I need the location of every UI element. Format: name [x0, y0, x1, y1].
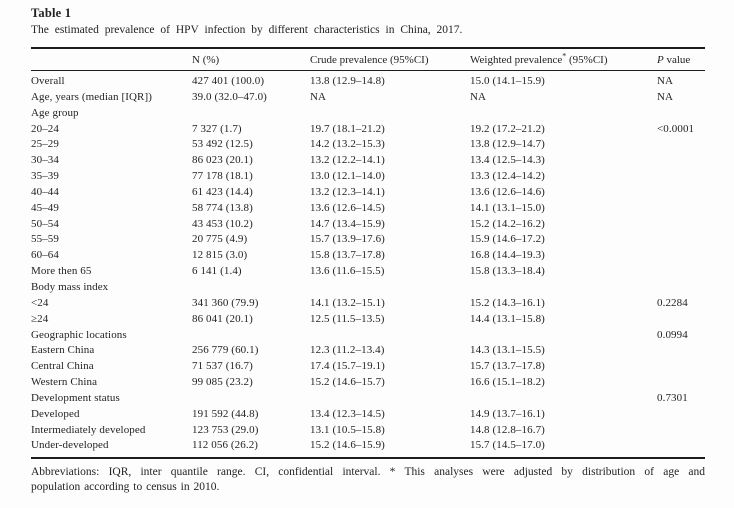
weighted-prevalence-cell: NA — [470, 90, 487, 103]
table-row — [31, 106, 705, 122]
table-row — [31, 217, 705, 233]
row-label-cell: More then 65 — [31, 265, 92, 278]
crude-prevalence-cell: 17.4 (15.7–19.1) — [310, 360, 385, 373]
n-percent-cell: 71 537 (16.7) — [192, 360, 253, 373]
weighted-prevalence-cell — [470, 280, 657, 296]
row-label-cell: Development status — [31, 391, 120, 404]
n-percent-cell: 256 779 (60.1) — [192, 344, 259, 357]
p-value-cell: 0.7301 — [657, 391, 688, 404]
weighted-prevalence-cell: 15.7 (14.5–17.0) — [470, 439, 545, 452]
table-footnote — [31, 465, 705, 495]
weighted-prevalence-cell: 13.3 (12.4–14.2) — [470, 170, 545, 183]
weighted-prevalence-cell: 14.9 (13.7–16.1) — [470, 407, 545, 420]
p-value-cell — [657, 106, 705, 122]
weighted-prevalence-cell: 13.8 (12.9–14.7) — [470, 138, 545, 151]
p-value-cell — [657, 217, 705, 233]
weighted-prevalence-cell: 16.6 (15.1–18.2) — [470, 376, 545, 389]
p-value-header-italic-p: P — [657, 54, 664, 66]
n-percent-cell — [192, 280, 310, 296]
table-row — [31, 153, 705, 169]
table-row — [31, 232, 705, 248]
table-row — [31, 280, 705, 296]
n-percent-cell: 86 023 (20.1) — [192, 154, 253, 167]
table-row — [31, 137, 705, 153]
p-value-cell — [657, 248, 705, 264]
table-row — [31, 201, 705, 217]
footnote-line-2: population according to census in 2010. — [31, 481, 220, 494]
n-percent-cell: 20 775 (4.9) — [192, 233, 248, 246]
p-value-cell: 0.0994 — [657, 328, 688, 341]
n-percent-cell: 191 592 (44.8) — [192, 407, 259, 420]
table-row — [31, 248, 705, 264]
column-header-crude-prevalence: Crude prevalence (95%CI) — [310, 54, 429, 66]
weighted-prevalence-cell: 15.7 (13.7–17.8) — [470, 360, 545, 373]
crude-prevalence-cell — [310, 391, 470, 407]
row-label-cell: 25–29 — [31, 138, 59, 151]
p-value-cell — [657, 375, 705, 391]
footnote-line-1: Abbreviations: IQR, inter quantile range. CI, confidential interval. * This analyses were adjusted by distribution of age and — [31, 466, 705, 479]
weighted-prevalence-cell: 15.2 (14.3–16.1) — [470, 296, 545, 309]
weighted-prevalence-cell: 13.4 (12.5–14.3) — [470, 154, 545, 167]
weighted-prevalence-cell: 16.8 (14.4–19.3) — [470, 249, 545, 262]
crude-prevalence-cell: 14.7 (13.4–15.9) — [310, 217, 385, 230]
weighted-prevalence-cell: 14.4 (13.1–15.8) — [470, 312, 545, 325]
p-value-cell — [657, 169, 705, 185]
row-label-cell: Body mass index — [31, 280, 109, 293]
row-label-cell: Western China — [31, 376, 98, 389]
weighted-prevalence-cell — [470, 106, 657, 122]
weighted-prevalence-cell — [470, 328, 657, 344]
row-label-cell: Central China — [31, 360, 94, 373]
column-header-p-value — [657, 48, 705, 71]
p-value-cell: 0.2284 — [657, 296, 688, 309]
n-percent-cell: 77 178 (18.1) — [192, 170, 253, 183]
table-row — [31, 359, 705, 375]
crude-prevalence-cell: 13.8 (12.9–14.8) — [310, 75, 385, 87]
column-header-stub — [31, 48, 192, 71]
p-value-cell: NA — [657, 90, 674, 103]
crude-prevalence-cell: 13.4 (12.3–14.5) — [310, 407, 385, 420]
table-row — [31, 264, 705, 280]
crude-prevalence-cell: 14.1 (13.2–15.1) — [310, 296, 385, 309]
table-row — [31, 423, 705, 439]
row-label-cell: 20–24 — [31, 122, 59, 135]
p-value-header-text: value — [663, 54, 691, 66]
n-percent-cell: 341 360 (79.9) — [192, 296, 259, 309]
p-value-cell — [657, 438, 705, 458]
weighted-prevalence-cell: 15.2 (14.2–16.2) — [470, 217, 545, 230]
table-caption: The estimated prevalence of HPV infection by different characteristics in China, 2017. — [31, 24, 463, 36]
table-row — [31, 90, 705, 106]
crude-prevalence-cell: 15.2 (14.6–15.9) — [310, 439, 385, 452]
p-value-cell — [657, 232, 705, 248]
table-row — [31, 343, 705, 359]
p-value-cell — [657, 407, 705, 423]
row-label-cell: Age group — [31, 106, 79, 119]
crude-prevalence-cell — [310, 280, 470, 296]
crude-prevalence-cell: 12.3 (11.2–13.4) — [310, 344, 385, 357]
p-value-cell — [657, 423, 705, 439]
crude-prevalence-cell: 13.0 (12.1–14.0) — [310, 170, 385, 183]
n-percent-cell: 61 423 (14.4) — [192, 185, 253, 198]
p-value-cell — [657, 280, 705, 296]
crude-prevalence-cell — [310, 328, 470, 344]
row-label-cell: 35–39 — [31, 170, 59, 183]
weighted-prevalence-cell: 15.9 (14.6–17.2) — [470, 233, 545, 246]
row-label-cell: 60–64 — [31, 249, 59, 262]
row-label-cell: 55–59 — [31, 233, 59, 246]
row-label-cell: Under-developed — [31, 439, 109, 452]
n-percent-cell: 53 492 (12.5) — [192, 138, 253, 151]
crude-prevalence-cell: 19.7 (18.1–21.2) — [310, 122, 385, 135]
table-row — [31, 438, 705, 458]
crude-prevalence-cell — [310, 106, 470, 122]
weighted-header-asterisk: * — [562, 51, 567, 61]
row-label-cell: 40–44 — [31, 185, 59, 198]
p-value-cell — [657, 185, 705, 201]
n-percent-cell: 123 753 (29.0) — [192, 423, 259, 436]
n-percent-cell: 427 401 (100.0) — [192, 75, 265, 87]
n-percent-cell — [192, 106, 310, 122]
table-row — [31, 328, 705, 344]
n-percent-cell: 99 085 (23.2) — [192, 376, 253, 389]
crude-prevalence-cell: 15.7 (13.9–17.6) — [310, 233, 385, 246]
crude-prevalence-cell: 15.2 (14.6–15.7) — [310, 376, 385, 389]
table-row — [31, 296, 705, 312]
crude-prevalence-cell: 13.2 (12.2–14.1) — [310, 154, 385, 167]
crude-prevalence-cell: 12.5 (11.5–13.5) — [310, 312, 385, 325]
p-value-cell — [657, 137, 705, 153]
row-label-cell: 50–54 — [31, 217, 59, 230]
p-value-cell — [657, 359, 705, 375]
n-percent-cell — [192, 391, 310, 407]
table-row — [31, 185, 705, 201]
row-label-cell: Age, years (median [IQR]) — [31, 90, 153, 103]
table-title: Table 1 — [31, 6, 72, 20]
table-row — [31, 169, 705, 185]
column-header-weighted-prevalence — [470, 48, 657, 71]
table-row — [31, 71, 705, 90]
row-label-cell: 45–49 — [31, 201, 59, 214]
weighted-prevalence-cell — [470, 391, 657, 407]
table-row — [31, 375, 705, 391]
row-label-cell: 30–34 — [31, 154, 59, 167]
column-header-n: N (%) — [192, 54, 220, 66]
n-percent-cell: 7 327 (1.7) — [192, 122, 242, 135]
n-percent-cell: 12 815 (3.0) — [192, 249, 248, 262]
crude-prevalence-cell: 13.6 (12.6–14.5) — [310, 201, 385, 214]
row-label-cell: Geographic locations — [31, 328, 127, 341]
n-percent-cell: 39.0 (32.0–47.0) — [192, 90, 267, 103]
table-row — [31, 407, 705, 423]
p-value-cell — [657, 343, 705, 359]
weighted-prevalence-cell: 19.2 (17.2–21.2) — [470, 122, 545, 135]
p-value-cell — [657, 201, 705, 217]
crude-prevalence-cell: NA — [310, 90, 327, 103]
weighted-prevalence-cell: 15.0 (14.1–15.9) — [470, 75, 545, 87]
p-value-cell — [657, 153, 705, 169]
n-percent-cell: 112 056 (26.2) — [192, 439, 259, 452]
weighted-prevalence-cell: 15.8 (13.3–18.4) — [470, 265, 545, 278]
crude-prevalence-cell: 14.2 (13.2–15.3) — [310, 138, 385, 151]
n-percent-cell: 86 041 (20.1) — [192, 312, 253, 325]
n-percent-cell: 58 774 (13.8) — [192, 201, 253, 214]
row-label-cell: Overall — [31, 75, 65, 87]
n-percent-cell: 6 141 (1.4) — [192, 265, 242, 278]
p-value-cell — [657, 312, 705, 328]
row-label-cell: ≥24 — [31, 312, 49, 325]
weighted-header-ci: (95%CI) — [566, 54, 608, 66]
weighted-header-text: Weighted prevalence — [470, 54, 563, 66]
table-header-row — [31, 48, 705, 71]
crude-prevalence-cell: 13.1 (10.5–15.8) — [310, 423, 385, 436]
p-value-cell: <0.0001 — [657, 122, 695, 135]
weighted-prevalence-cell: 14.1 (13.1–15.0) — [470, 201, 545, 214]
row-label-cell: Eastern China — [31, 344, 95, 357]
crude-prevalence-cell: 15.8 (13.7–17.8) — [310, 249, 385, 262]
row-label-cell: Intermediately developed — [31, 423, 146, 436]
row-label-cell: <24 — [31, 296, 49, 309]
crude-prevalence-cell: 13.2 (12.3–14.1) — [310, 185, 385, 198]
table-row — [31, 122, 705, 138]
weighted-prevalence-cell: 13.6 (12.6–14.6) — [470, 185, 545, 198]
p-value-cell — [657, 264, 705, 280]
crude-prevalence-cell: 13.6 (11.6–15.5) — [310, 265, 385, 278]
table-body — [31, 71, 705, 459]
p-value-cell: NA — [657, 75, 674, 87]
weighted-prevalence-cell: 14.8 (12.8–16.7) — [470, 423, 545, 436]
n-percent-cell — [192, 328, 310, 344]
weighted-prevalence-cell: 14.3 (13.1–15.5) — [470, 344, 545, 357]
n-percent-cell: 43 453 (10.2) — [192, 217, 253, 230]
table-row — [31, 312, 705, 328]
row-label-cell: Developed — [31, 407, 80, 420]
prevalence-table — [31, 47, 705, 459]
table-row — [31, 391, 705, 407]
